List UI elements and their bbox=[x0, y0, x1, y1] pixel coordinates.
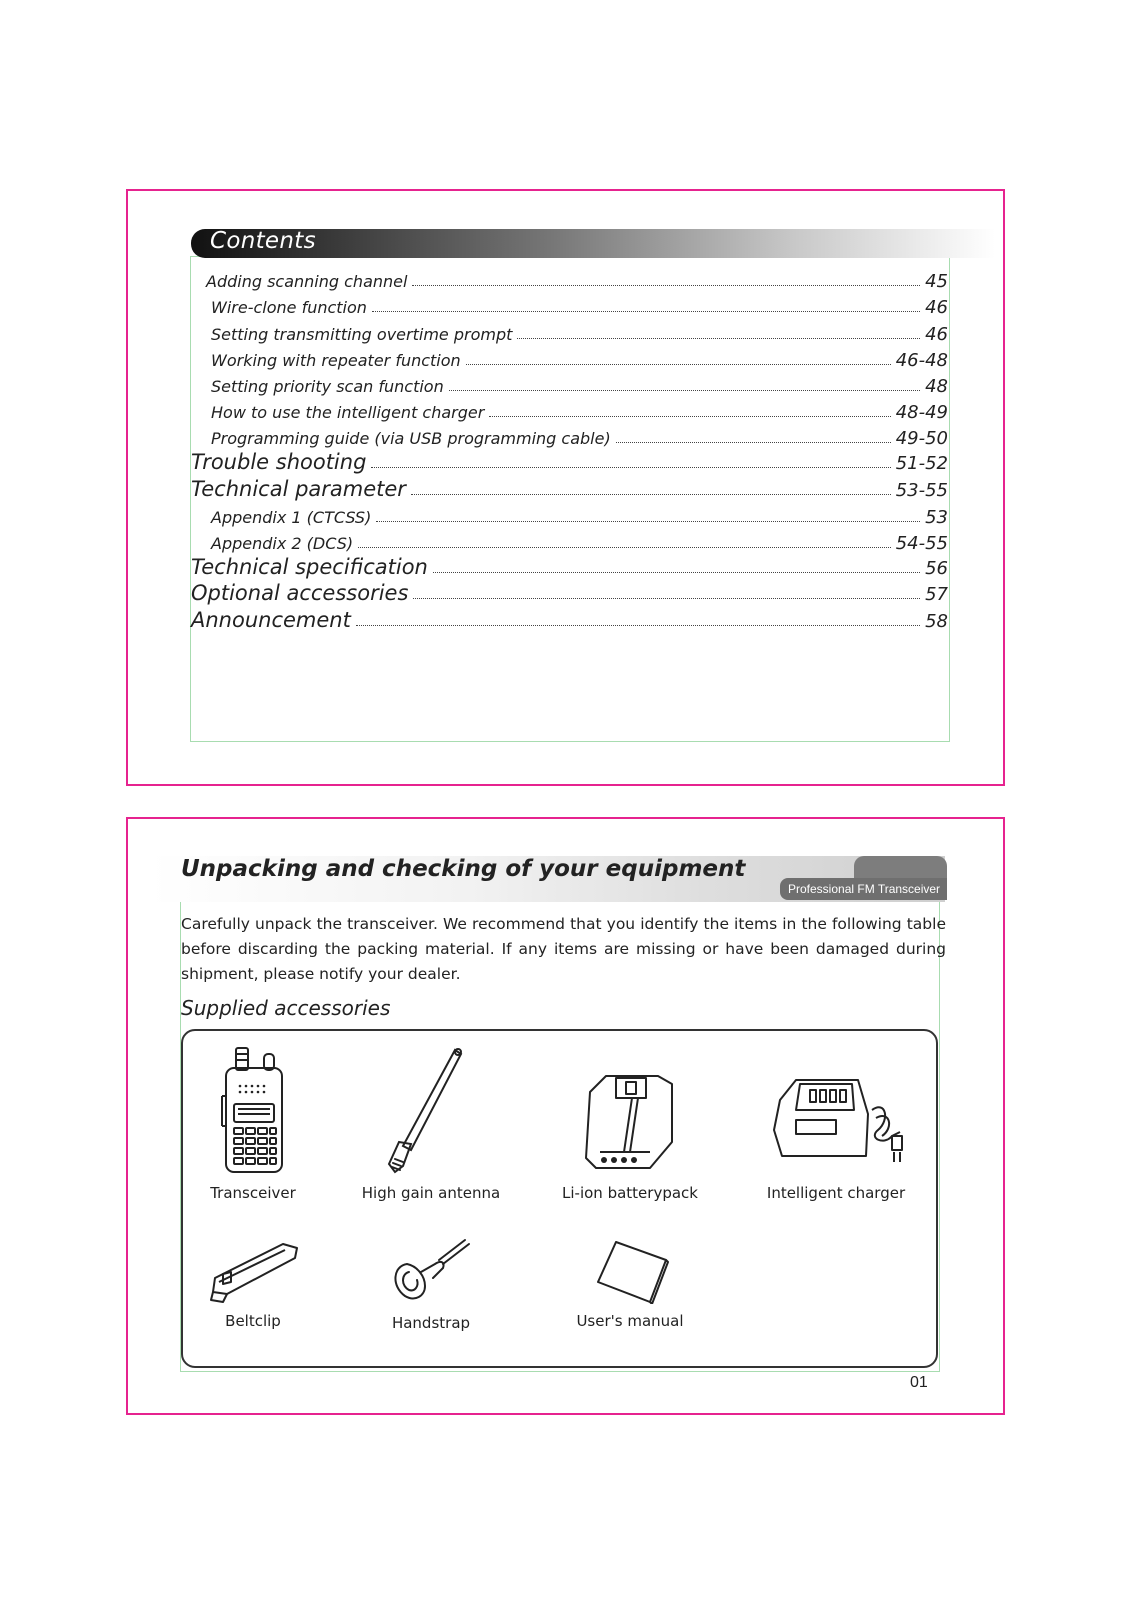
toc-entry-page: 45 bbox=[925, 271, 948, 292]
accessory-label: Beltclip bbox=[225, 1312, 281, 1330]
toc-entry-page: 53-55 bbox=[895, 480, 948, 501]
toc-leader-dots bbox=[517, 338, 920, 339]
toc-entry-page: 56 bbox=[925, 558, 948, 579]
toc-entry[interactable] bbox=[191, 450, 948, 474]
accessory-label: Li-ion batterypack bbox=[562, 1184, 698, 1202]
toc-entry[interactable] bbox=[211, 507, 948, 528]
charger-icon bbox=[766, 1070, 906, 1176]
toc-entry-label: Technical parameter bbox=[191, 477, 406, 501]
handstrap-icon bbox=[381, 1236, 481, 1306]
accessory-transceiver bbox=[163, 1046, 343, 1202]
toc-leader-dots bbox=[466, 364, 891, 365]
accessory-manual bbox=[540, 1238, 720, 1330]
toc-entry[interactable] bbox=[191, 555, 948, 579]
toc-leader-dots bbox=[413, 598, 920, 599]
intro-paragraph: Carefully unpack the transceiver. We recommend that you identify the items in the following table before discarding the packing material. If any items are missing or have been damaged during shipment, please notify your dealer. bbox=[181, 915, 946, 983]
transceiver-icon bbox=[218, 1046, 288, 1176]
toc-entry-label: Appendix 1 (CTCSS) bbox=[211, 508, 372, 527]
toc-leader-dots bbox=[489, 416, 890, 417]
toc-entry-page: 51-52 bbox=[895, 453, 948, 474]
supplied-accessories-heading: Supplied accessories bbox=[181, 996, 391, 1020]
toc-entry[interactable] bbox=[211, 376, 948, 397]
antenna-icon bbox=[371, 1046, 491, 1176]
toc-entry-page: 46 bbox=[925, 297, 948, 318]
toc-entry[interactable] bbox=[211, 533, 948, 554]
toc-entry[interactable] bbox=[211, 402, 948, 423]
toc-entry[interactable] bbox=[211, 428, 948, 449]
toc-entry-page: 53 bbox=[925, 507, 948, 528]
accessory-charger bbox=[746, 1070, 926, 1202]
toc-entry-label: Optional accessories bbox=[191, 581, 409, 605]
toc-entry-label: Adding scanning channel bbox=[206, 272, 408, 291]
toc-entry[interactable] bbox=[191, 581, 948, 605]
section-header-tab bbox=[854, 856, 947, 880]
toc-entry-page: 48 bbox=[925, 376, 948, 397]
toc-leader-dots bbox=[411, 494, 891, 495]
toc-entry-page: 49-50 bbox=[895, 428, 948, 449]
toc-entry[interactable] bbox=[191, 477, 948, 501]
beltclip-icon bbox=[203, 1238, 303, 1304]
toc-leader-dots bbox=[449, 390, 920, 391]
toc-leader-dots bbox=[616, 442, 891, 443]
page-number: 01 bbox=[910, 1374, 928, 1391]
accessory-label: High gain antenna bbox=[361, 1184, 501, 1202]
toc-entry[interactable] bbox=[206, 271, 948, 292]
toc-entry[interactable] bbox=[211, 324, 948, 345]
toc-entry-page: 58 bbox=[925, 611, 948, 632]
toc-entry-label: Setting priority scan function bbox=[211, 377, 444, 396]
contents-title: Contents bbox=[210, 228, 316, 254]
toc-entry-label: Programming guide (via USB programming cable) bbox=[211, 429, 611, 448]
toc-leader-dots bbox=[356, 625, 920, 626]
toc-entry[interactable] bbox=[211, 297, 948, 318]
toc-entry-label: Announcement bbox=[191, 608, 351, 632]
accessory-handstrap bbox=[341, 1236, 521, 1332]
toc-entry-page: 57 bbox=[925, 584, 948, 605]
toc-entry-page: 54-55 bbox=[895, 533, 948, 554]
accessory-label: Intelligent charger bbox=[766, 1184, 906, 1202]
toc-leader-dots bbox=[371, 467, 890, 468]
toc-entry-page: 48-49 bbox=[895, 402, 948, 423]
toc-entry-label: Working with repeater function bbox=[211, 351, 461, 370]
toc-leader-dots bbox=[376, 521, 920, 522]
toc-entry-page: 46 bbox=[925, 324, 948, 345]
toc-entry[interactable] bbox=[191, 608, 948, 632]
toc-leader-dots bbox=[412, 285, 920, 286]
toc-entry-page: 46-48 bbox=[895, 350, 948, 371]
accessory-label: User's manual bbox=[576, 1312, 684, 1330]
accessory-beltclip bbox=[163, 1238, 343, 1330]
toc-entry-label: Appendix 2 (DCS) bbox=[211, 534, 354, 553]
toc-entry-label: Wire-clone function bbox=[211, 298, 367, 317]
toc-entry-label: How to use the intelligent charger bbox=[211, 403, 485, 422]
accessory-label: Transceiver bbox=[210, 1184, 296, 1202]
manual-icon bbox=[580, 1238, 680, 1304]
accessory-battery bbox=[540, 1072, 720, 1202]
accessory-label: Handstrap bbox=[391, 1314, 471, 1332]
accessory-antenna bbox=[341, 1046, 521, 1202]
product-tag: Professional FM Transceiver bbox=[780, 878, 947, 900]
toc-entry-label: Trouble shooting bbox=[191, 450, 367, 474]
battery-icon bbox=[580, 1072, 680, 1176]
toc-leader-dots bbox=[433, 572, 920, 573]
toc-leader-dots bbox=[372, 311, 920, 312]
section-title: Unpacking and checking of your equipment bbox=[181, 856, 746, 882]
toc-entry[interactable] bbox=[211, 350, 948, 371]
toc-entry-label: Technical specification bbox=[191, 555, 428, 579]
toc-entry-label: Setting transmitting overtime prompt bbox=[211, 325, 513, 344]
toc-leader-dots bbox=[358, 547, 891, 548]
